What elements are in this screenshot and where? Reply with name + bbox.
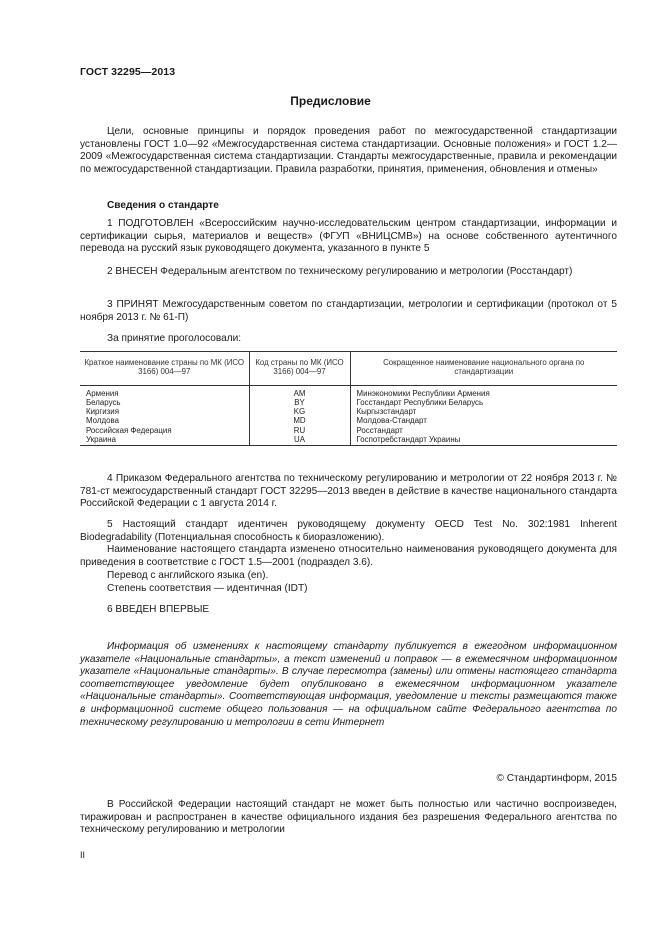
rights-notice: В Российской Федерации настоящий стандарт не может быть полностью или частично воспроизведен, тиражирован и распространен в качестве официального издания без разрешения Федерального агентства по техническому регулированию и метрологии (80, 799, 617, 836)
table-header-cell: Краткое наименование страны по МК (ИСО 3166) 004—97 (80, 352, 249, 386)
paragraph-3: 3 ПРИНЯТ Межгосударственным советом по стандартизации, метрологии и сертификации (протокол от 5 ноября 2013 г. № 61-П) (80, 299, 617, 323)
paragraph-2: 2 ВНЕСЕН Федеральным агентством по техническому регулированию и метрологии (Росстандарт) (107, 266, 573, 277)
information-note: Информация об изменениях к настоящему стандарту публикуется в ежегодном информационном указателе «Национальные стандарты», а текст изменений и поправок — в ежемесячном информационном указателе «Национальные стандарты». В случае пересмотра (замены) или отмены настоящего стандарта соответствующее уведомление будет опубликовано в ежемесячном информационном указателе «Национальные стандарты». Соответствующая информация, уведомление и тексты размещаются также в информационной системе общего пользования — на официальном сайте Федерального агентства по техническому регулированию и метрологии в сети Интернет (80, 641, 617, 728)
document-header: ГОСТ 32295—2013 (80, 66, 176, 78)
country-code: MD (249, 416, 350, 425)
standards-body: Минэкономики Республики Армения (350, 385, 617, 398)
country-code: UA (249, 435, 350, 446)
standards-body: Кыргызстандарт (350, 407, 617, 416)
table-row (80, 398, 617, 407)
paragraph-5-name-note: Наименование настоящего стандарта изменено относительно наименования руководящего документа для приведения в соответствие с ГОСТ 1.5—2001 (подраздел 3.6). (80, 544, 617, 568)
copyright-notice: © Стандартинформ, 2015 (496, 773, 617, 784)
table-row (80, 407, 617, 416)
paragraph-5: 5 Настоящий стандарт идентичен руководящему документу OECD Test No. 302:1981 Inherent Biodegradability (Потенциальная способность к биоразложению). (80, 519, 617, 543)
table-header-cell: Сокращенное наименование национального органа по стандартизации (350, 352, 617, 386)
page-number: II (80, 850, 86, 860)
voted-label: За принятие проголосовали: (107, 333, 242, 344)
paragraph-5-conformity: Степень соответствия — идентичная (IDT) (107, 583, 308, 594)
standards-body: Госстандарт Республики Беларусь (350, 398, 617, 407)
countries-table (80, 351, 617, 446)
intro-paragraph: Цели, основные принципы и порядок проведения работ по межгосударственной стандартизации установлены ГОСТ 1.0—92 «Межгосударственная система стандартизации. Основные положения» и ГОСТ 1.2—2009 «Межгосударственная система стандартизации. Стандарты межгосударственные, правила и рекомендации по межгосударственной стандартизации. Правила разработки, принятия, применения, обновления и отмены» (80, 126, 617, 175)
country-name: Молдова (86, 416, 119, 426)
page-title: Предисловие (290, 94, 371, 108)
standards-body: Молдова-Стандарт (350, 416, 617, 425)
table-header-row (80, 352, 617, 386)
standards-body: Росстандарт (350, 426, 617, 435)
country-name: Киргизия (86, 407, 119, 417)
country-code: KG (249, 407, 350, 416)
paragraph-4: 4 Приказом Федерального агентства по техническому регулированию и метрологии от 22 ноября 2013 г. № 781-ст межгосударственный стандарт ГОСТ 32295—2013 введен в действие в качестве национального стандарта Российской Федерации с 1 августа 2014 г. (80, 473, 617, 510)
table-row (80, 416, 617, 425)
standards-body: Госпотребстандарт Украины (350, 435, 617, 446)
country-name: Армения (86, 388, 119, 398)
table-header-cell: Код страны по МК (ИСО 3166) 004—97 (249, 352, 350, 386)
country-name: Беларусь (86, 397, 121, 407)
paragraph-1: 1 ПОДГОТОВЛЕН «Всероссийским научно-исследовательским центром стандартизации, информации и сертификации сырья, материалов и веществ» (ФГУП «ВНИЦСМВ») на основе собственного аутентичного перевода на русский язык руководящего документа, указанного в пункте 5 (80, 218, 617, 255)
paragraph-5-translation: Перевод с английского языка (en). (107, 570, 269, 581)
table-row (80, 426, 617, 435)
country-code: BY (249, 398, 350, 407)
country-code: AM (249, 385, 350, 398)
paragraph-6: 6 ВВЕДЕН ВПЕРВЫЕ (107, 604, 210, 615)
table-row (80, 435, 617, 446)
section-heading: Сведения о стандарте (107, 200, 219, 211)
table-row (80, 385, 617, 398)
country-name: Российская Федерация (86, 425, 172, 435)
country-code: RU (249, 426, 350, 435)
country-name: Украина (80, 435, 249, 446)
